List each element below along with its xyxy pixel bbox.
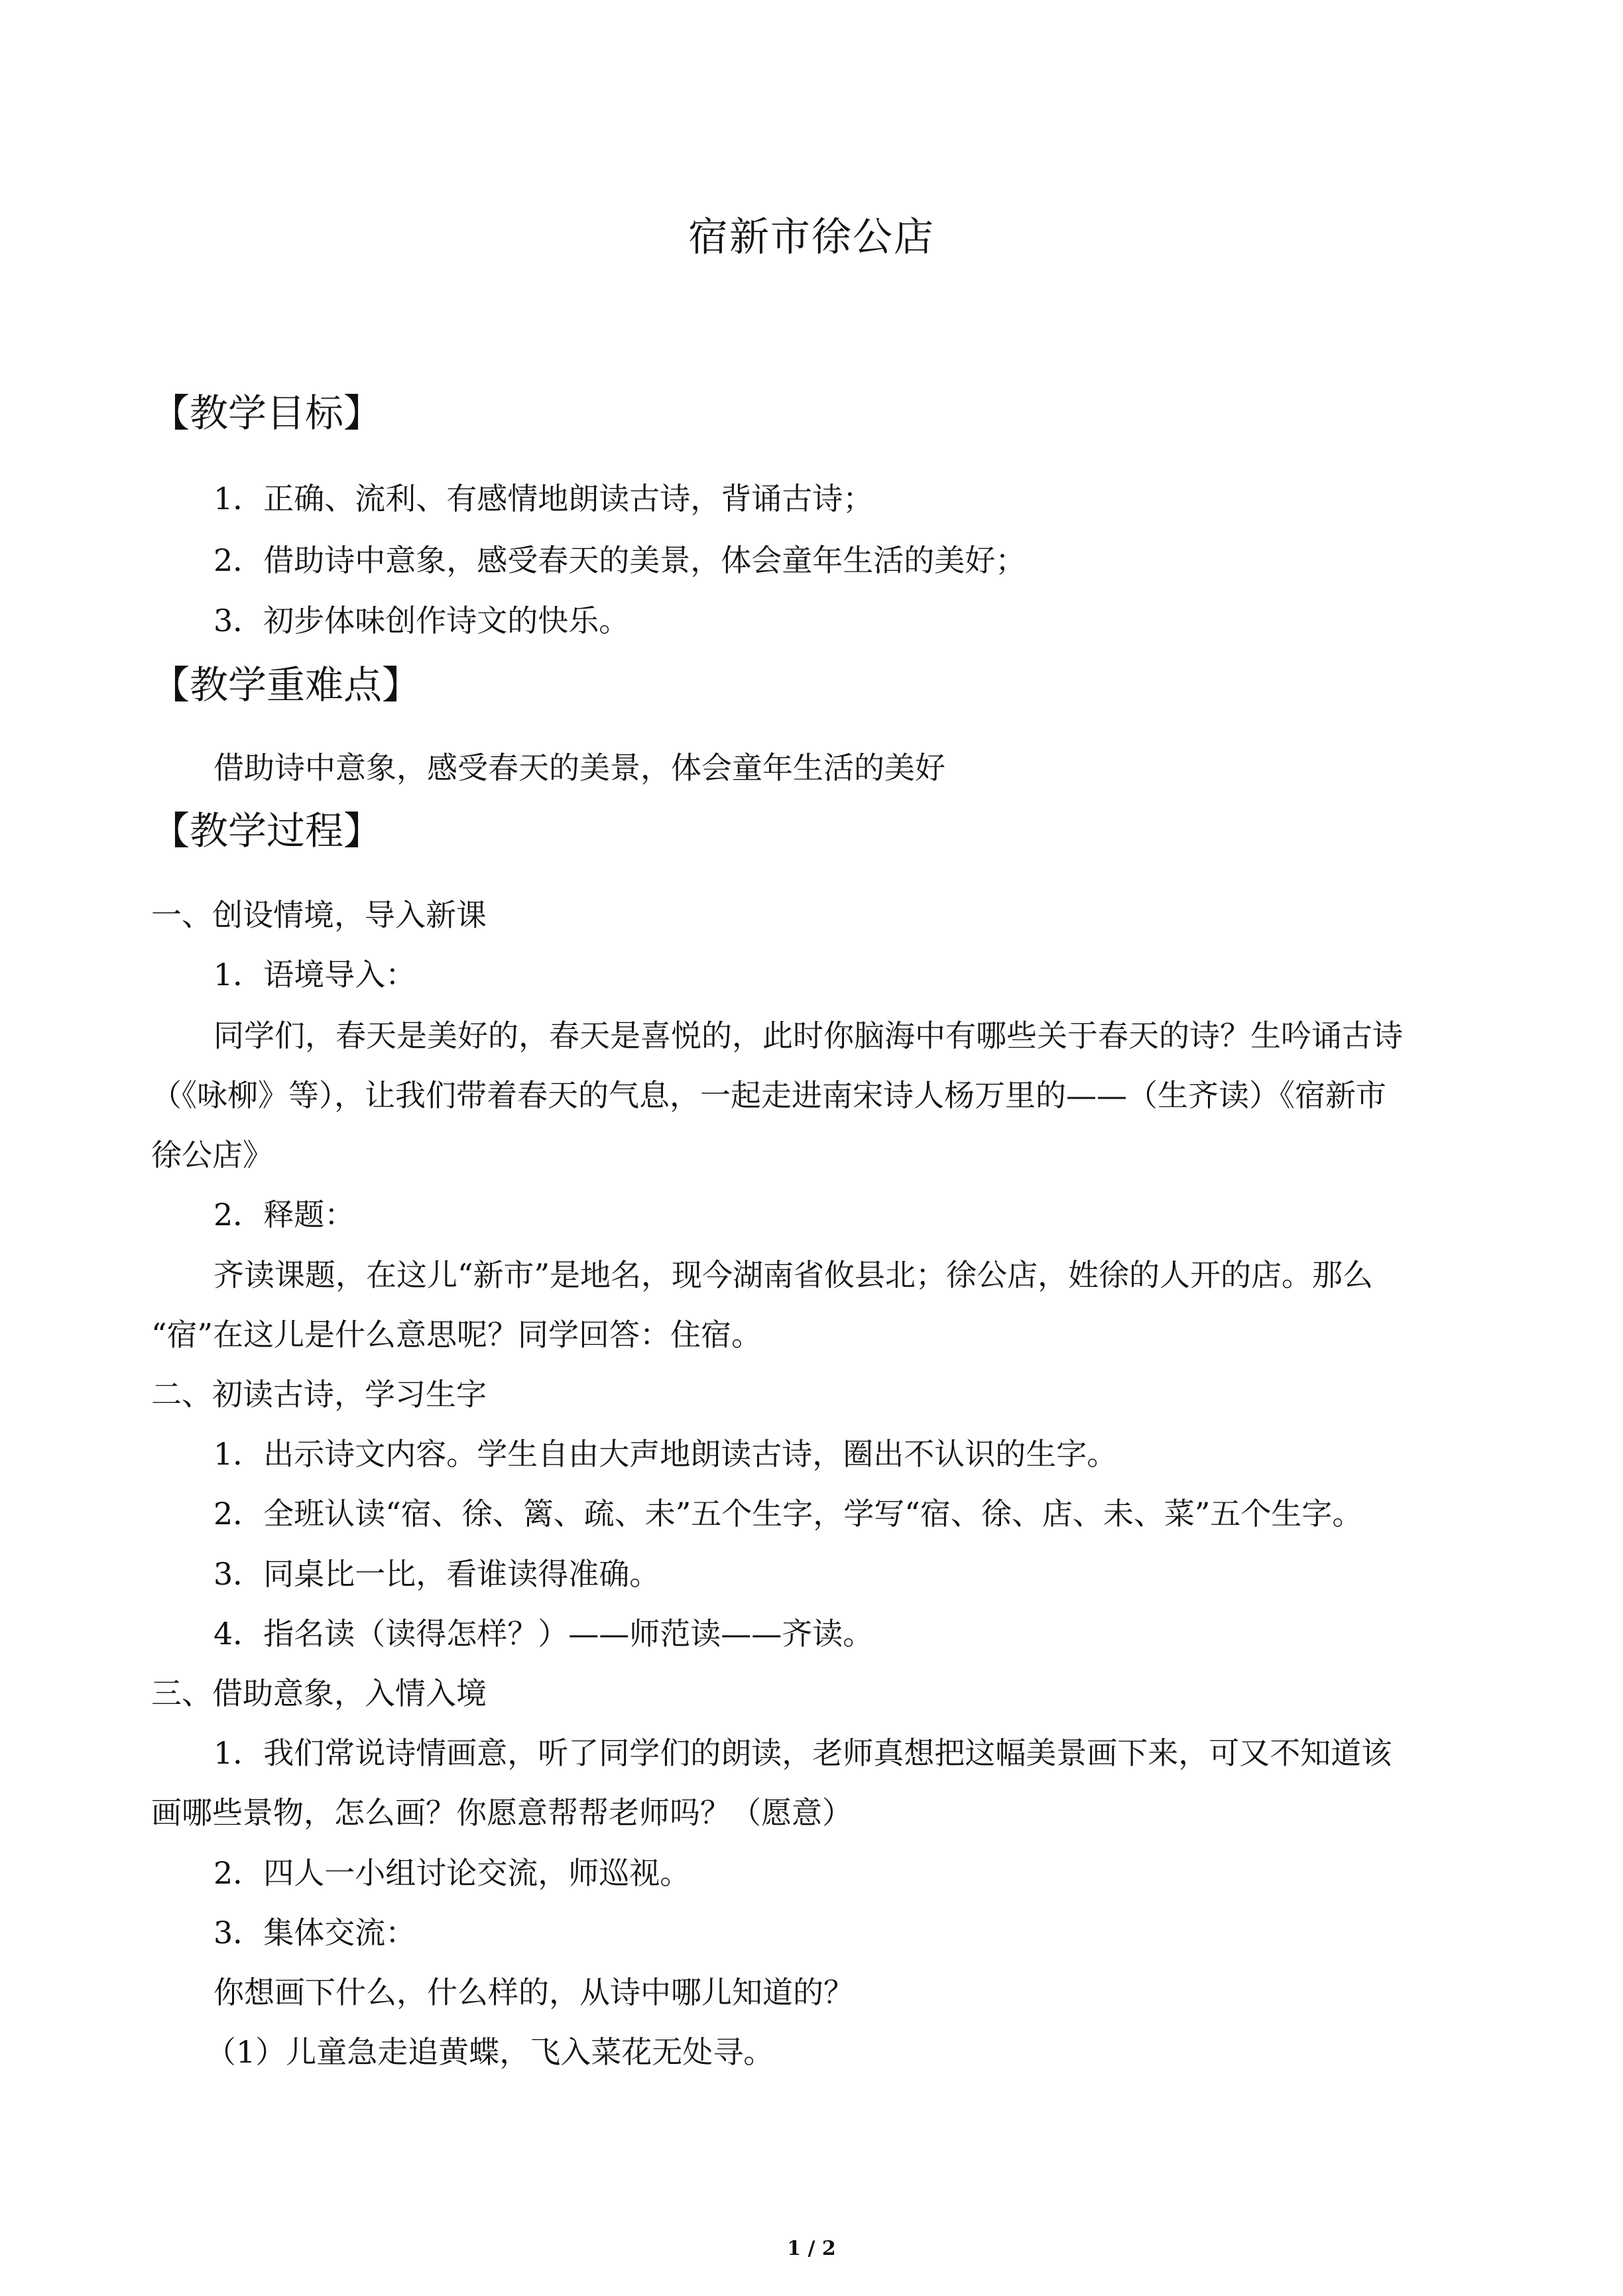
heading-process: 【教学过程】 — [151, 808, 383, 853]
page-number: 1 / 2 — [787, 2237, 836, 2260]
part2-title: 二、初读古诗，学习生字 — [151, 1376, 487, 1412]
part2-item-1: 1．出示诗文内容。学生自由大声地朗读古诗，圈出不认识的生字。 — [213, 1436, 1118, 1472]
part1-step2: 2．释题： — [213, 1197, 355, 1233]
part3-title: 三、借助意象，入情入境 — [151, 1675, 487, 1711]
part3-step2: 2．四人一小组讨论交流，师巡视。 — [213, 1855, 691, 1891]
objective-item-2: 2．借助诗中意象，感受春天的美景，体会童年生活的美好； — [213, 542, 1026, 578]
part1-para2-line2: “宿”在这儿是什么意思呢？同学回答：住宿。 — [151, 1317, 762, 1353]
objective-item-3: 3．初步体味创作诗文的快乐。 — [213, 603, 630, 638]
part3-step3: 3．集体交流： — [213, 1915, 416, 1951]
part2-item-3: 3．同桌比一比，看谁读得准确。 — [213, 1556, 660, 1592]
part3-step1-line1: 1．我们常说诗情画意，听了同学们的朗读，老师真想把这幅美景画下来，可又不知道该 — [213, 1735, 1392, 1771]
part1-title: 一、创设情境，导入新课 — [151, 897, 487, 933]
part1-para1-line3: 徐公店》 — [151, 1137, 273, 1173]
part3-question: 你想画下什么，什么样的，从诗中哪儿知道的？ — [213, 1974, 854, 2010]
part1-para1-line2: （《咏柳》等），让我们带着春天的气息，一起走进南宋诗人杨万里的——（生齐读）《宿新市 — [151, 1077, 1386, 1113]
part3-step1-line2: 画哪些景物，怎么画？你愿意帮帮老师吗？（愿意） — [151, 1795, 853, 1831]
objective-item-1: 1．正确、流利、有感情地朗读古诗，背诵古诗； — [213, 481, 874, 516]
page-title: 宿新市徐公店 — [688, 214, 935, 261]
part2-item-4: 4．指名读（读得怎样？）——师范读——齐读。 — [213, 1616, 874, 1652]
part3-quote-1: （1）儿童急走追黄蝶，飞入菜花无处寻。 — [206, 2034, 774, 2070]
part2-item-2: 2．全班认读“宿、徐、篱、疏、未”五个生字，学写“宿、徐、店、未、菜”五个生字。 — [213, 1496, 1363, 1532]
heading-key-points: 【教学重难点】 — [151, 662, 421, 707]
heading-objectives: 【教学目标】 — [151, 391, 383, 436]
part1-para1-line1: 同学们，春天是美好的，春天是喜悦的，此时你脑海中有哪些关于春天的诗？生吟诵古诗 — [213, 1018, 1403, 1054]
key-points-text: 借助诗中意象，感受春天的美景，体会童年生活的美好 — [213, 750, 945, 786]
part1-para2-line1: 齐读课题，在这儿“新市”是地名，现今湖南省攸县北；徐公店，姓徐的人开的店。那么 — [213, 1257, 1374, 1293]
part1-step1: 1．语境导入： — [213, 957, 416, 993]
